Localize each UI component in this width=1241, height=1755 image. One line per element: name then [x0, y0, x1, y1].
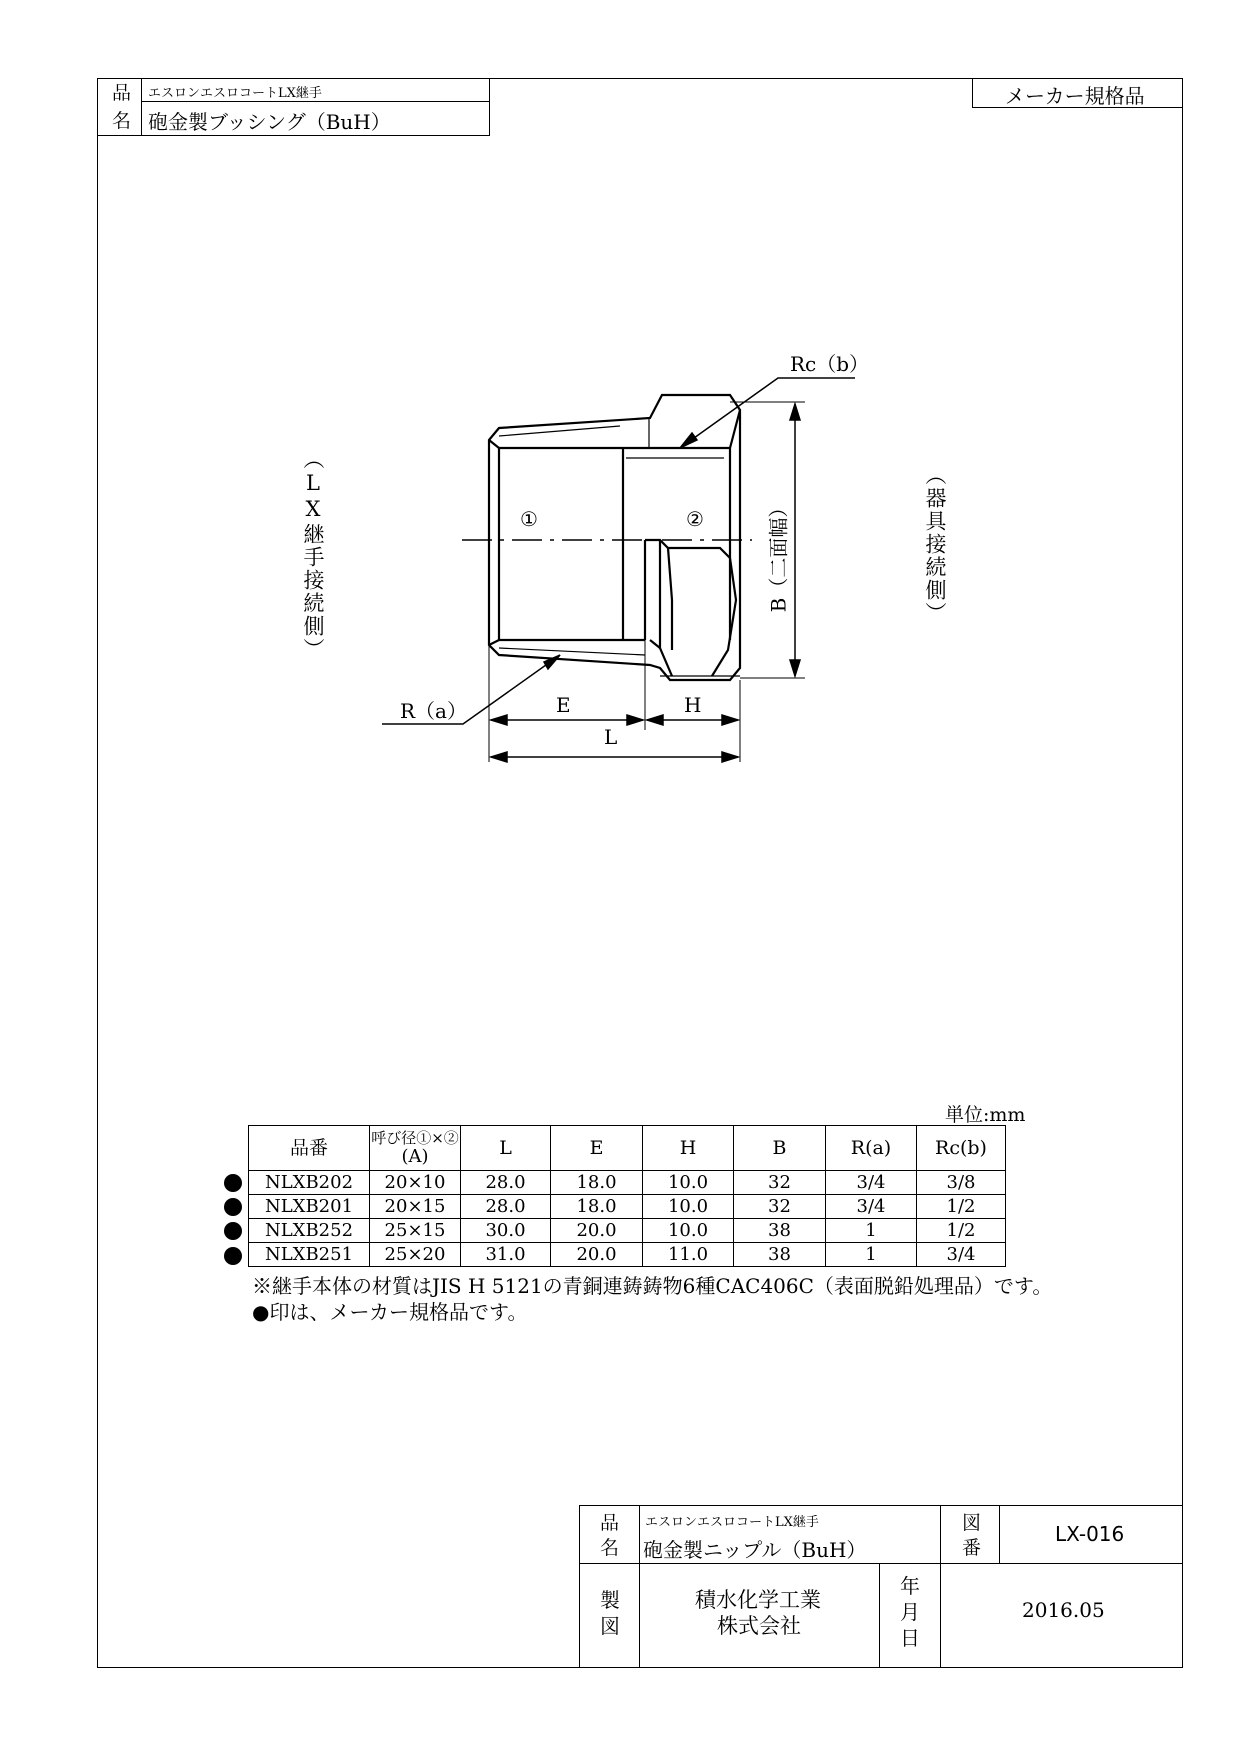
- col-header-size-name: 呼び径①×②: [371, 1129, 459, 1147]
- col-header-e: E: [551, 1126, 643, 1171]
- header-label-mei: 名: [112, 110, 132, 132]
- table-row: [249, 1195, 1006, 1219]
- tb-hinmei-2: 名: [600, 1537, 620, 1559]
- material-note: ※継手本体の材質はJIS H 5121の青銅連鋳鋳物6種CAC406C（表面脱鉛処理品）です。: [252, 1274, 1053, 1298]
- cell-h: 10.0: [643, 1195, 734, 1219]
- col-header-ra: R(a): [826, 1126, 917, 1171]
- cell-b: 38: [734, 1243, 826, 1267]
- title-block-col-line: [940, 1505, 941, 1563]
- cell-e: 18.0: [551, 1171, 643, 1195]
- title-block-col-line: [879, 1563, 880, 1668]
- tb-seizu-2: 図: [600, 1614, 620, 1638]
- tb-date-2: 月: [900, 1600, 920, 1624]
- cell-e: 20.0: [551, 1219, 643, 1243]
- table-row: [249, 1171, 1006, 1195]
- side-label-device: （器具接続側）: [923, 464, 947, 625]
- tb-date: 2016.05: [1022, 1598, 1105, 1622]
- label-h: H: [684, 693, 702, 717]
- label-circle-2: ②: [686, 507, 704, 531]
- maker-standard-note: ●印は、メーカー規格品です。: [252, 1300, 528, 1324]
- cell-rcb: 3/8: [917, 1171, 1006, 1195]
- label-r-a: R（a）: [400, 699, 467, 723]
- unit-label: 単位:mm: [945, 1104, 1026, 1126]
- label-rc-b: Rc（b）: [790, 352, 870, 376]
- cell-l: 31.0: [461, 1243, 551, 1267]
- cell-rcb: 3/4: [917, 1243, 1006, 1267]
- label-circle-1: ①: [520, 507, 538, 531]
- tb-hinmei-1: 品: [600, 1512, 620, 1534]
- cell-ra: 1: [826, 1219, 917, 1243]
- label-b-wrap: [762, 480, 792, 630]
- header-product: 砲金製ブッシング（BuH）: [148, 110, 391, 134]
- col-header-b: B: [734, 1126, 826, 1171]
- col-header-part-no: 品番: [249, 1126, 370, 1171]
- cell-h: 10.0: [643, 1171, 734, 1195]
- cell-l: 28.0: [461, 1195, 551, 1219]
- cell-part-no: NLXB251: [249, 1243, 370, 1267]
- cell-e: 18.0: [551, 1195, 643, 1219]
- tb-seizu-1: 製: [600, 1588, 620, 1612]
- tb-zuban-1: 図: [962, 1512, 982, 1534]
- tb-product: 砲金製ニップル（BuH）: [643, 1538, 867, 1562]
- cell-rcb: 1/2: [917, 1195, 1006, 1219]
- cell-size: 25×15: [370, 1219, 461, 1243]
- cell-b: 32: [734, 1195, 826, 1219]
- spec-table: [248, 1125, 1006, 1267]
- side-label-lx: （LX継手接続側）: [301, 448, 325, 661]
- tb-date-3: 日: [900, 1626, 920, 1650]
- cell-l: 28.0: [461, 1171, 551, 1195]
- maker-standard-label: メーカー規格品: [1005, 84, 1145, 108]
- maker-standard-dot: [224, 1198, 242, 1216]
- cell-size: 20×10: [370, 1171, 461, 1195]
- cell-rcb: 1/2: [917, 1219, 1006, 1243]
- cell-b: 32: [734, 1171, 826, 1195]
- title-block-col-line: [940, 1563, 941, 1668]
- cell-ra: 3/4: [826, 1195, 917, 1219]
- title-block-row-line: [579, 1563, 1183, 1564]
- cell-l: 30.0: [461, 1219, 551, 1243]
- tb-zuban-2: 番: [962, 1537, 982, 1559]
- maker-standard-dot: [224, 1174, 242, 1192]
- col-header-size: [370, 1126, 461, 1171]
- maker-standard-dot: [224, 1222, 242, 1240]
- cell-b: 38: [734, 1219, 826, 1243]
- cell-size: 25×20: [370, 1243, 461, 1267]
- tb-company-2: 株式会社: [717, 1614, 801, 1638]
- cell-e: 20.0: [551, 1243, 643, 1267]
- label-e: E: [556, 693, 571, 717]
- table-row: [249, 1219, 1006, 1243]
- cell-ra: 3/4: [826, 1171, 917, 1195]
- cell-h: 10.0: [643, 1219, 734, 1243]
- tb-date-1: 年: [900, 1574, 920, 1598]
- title-block-col-line: [639, 1505, 640, 1668]
- header-series: エスロンエスロコートLX継手: [148, 86, 322, 101]
- table-row: [249, 1243, 1006, 1267]
- cell-part-no: NLXB202: [249, 1171, 370, 1195]
- cell-h: 11.0: [643, 1243, 734, 1267]
- maker-standard-dot: [224, 1247, 242, 1265]
- label-b: B（二面幅）: [766, 497, 791, 613]
- tb-drawing-no: LX-016: [1055, 1522, 1125, 1546]
- header-label-hin: 品: [112, 82, 132, 104]
- table-header-row: [249, 1126, 1006, 1171]
- col-header-rcb: Rc(b): [917, 1126, 1006, 1171]
- cell-part-no: NLXB201: [249, 1195, 370, 1219]
- tb-company-1: 積水化学工業: [695, 1588, 821, 1612]
- bushing-drawing: [0, 0, 1241, 800]
- col-header-size-unit: (A): [401, 1146, 429, 1167]
- col-header-h: H: [643, 1126, 734, 1171]
- cell-size: 20×15: [370, 1195, 461, 1219]
- cell-ra: 1: [826, 1243, 917, 1267]
- title-block-col-line: [999, 1505, 1000, 1563]
- label-l: L: [604, 725, 618, 749]
- cell-part-no: NLXB252: [249, 1219, 370, 1243]
- tb-series: エスロンエスロコートLX継手: [645, 1515, 819, 1530]
- col-header-l: L: [461, 1126, 551, 1171]
